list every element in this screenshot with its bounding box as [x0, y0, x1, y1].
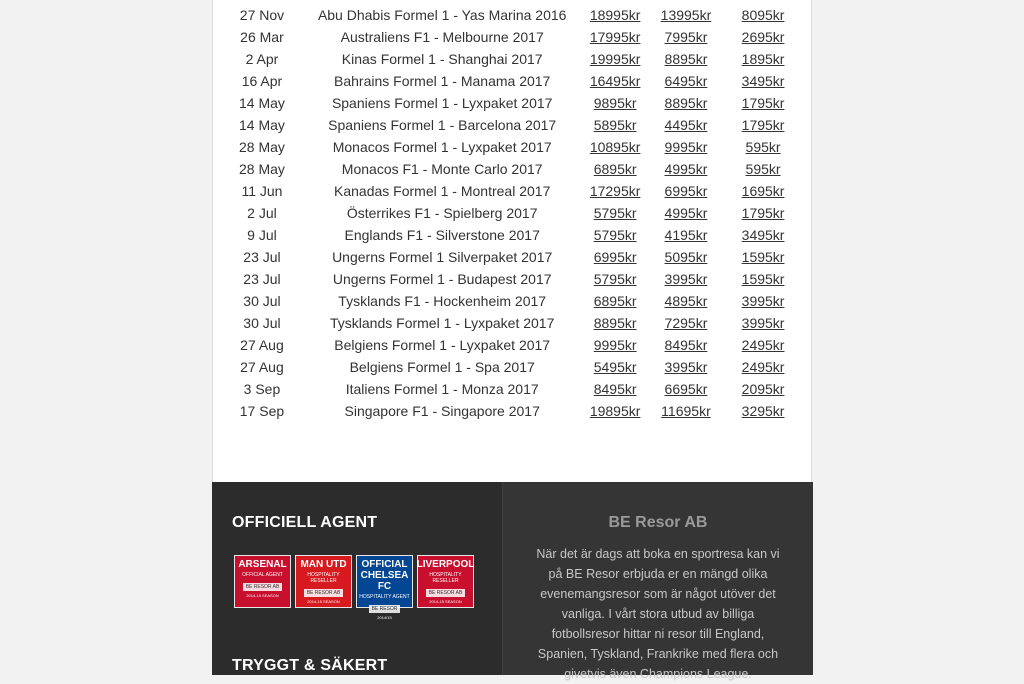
- price-link-cell: [715, 224, 811, 246]
- race-event: Spaniens Formel 1 - Barcelona 2017: [328, 117, 557, 133]
- price-link-cell: [657, 334, 715, 356]
- price-link[interactable]: 7995kr: [664, 29, 708, 45]
- price-link[interactable]: 5795kr: [593, 271, 637, 287]
- price-link[interactable]: 3995kr: [741, 315, 785, 331]
- price-link[interactable]: 1595kr: [741, 271, 785, 287]
- race-event-cell: [311, 334, 574, 356]
- price-link-cell: [657, 114, 715, 136]
- price-link-cell: [573, 224, 656, 246]
- race-date-cell: [213, 158, 311, 180]
- price-link-cell: [715, 268, 811, 290]
- race-event-cell: [311, 158, 574, 180]
- price-link[interactable]: 1795kr: [741, 95, 785, 111]
- race-date: 27 Nov: [239, 7, 285, 23]
- badge-subtitle: HOSPITALITY RESELLER: [307, 572, 340, 584]
- race-date-cell: [213, 48, 311, 70]
- badge-season: 2014-15 SEASON: [246, 593, 279, 598]
- price-link[interactable]: 9995kr: [593, 337, 637, 353]
- race-date: 30 Jul: [243, 293, 281, 309]
- badge-season: 2014/15: [377, 615, 392, 620]
- race-list-panel: [212, 0, 812, 482]
- price-link[interactable]: 5095kr: [664, 249, 708, 265]
- race-date: 16 Apr: [241, 73, 283, 89]
- price-link[interactable]: 595kr: [745, 161, 781, 177]
- price-link[interactable]: 6995kr: [593, 249, 637, 265]
- price-link[interactable]: 3295kr: [741, 403, 785, 419]
- price-link-cell: [657, 26, 715, 48]
- company-title: BE Resor AB: [608, 514, 708, 531]
- price-link[interactable]: 6495kr: [664, 73, 708, 89]
- race-row: [213, 290, 811, 312]
- race-event: Englands F1 - Silverstone 2017: [344, 227, 540, 243]
- price-link-cell: [657, 290, 715, 312]
- price-link[interactable]: 5795kr: [593, 205, 637, 221]
- race-event: Belgiens Formel 1 - Lyxpaket 2017: [334, 337, 551, 353]
- price-link-cell: [715, 114, 811, 136]
- price-link[interactable]: 17295kr: [589, 183, 641, 199]
- price-link-cell: [657, 48, 715, 70]
- price-link-cell: [715, 136, 811, 158]
- price-link[interactable]: 5495kr: [593, 359, 637, 375]
- price-link[interactable]: 8895kr: [664, 51, 708, 67]
- price-link-cell: [573, 246, 656, 268]
- race-date: 3 Sep: [243, 381, 281, 397]
- price-link-cell: [573, 378, 656, 400]
- price-link-cell: [657, 180, 715, 202]
- agent-badge[interactable]: [295, 555, 352, 608]
- price-link[interactable]: 8095kr: [741, 7, 785, 23]
- price-link-cell: [715, 180, 811, 202]
- price-link[interactable]: 595kr: [745, 139, 781, 155]
- price-link[interactable]: 4195kr: [664, 227, 708, 243]
- price-link-cell: [715, 334, 811, 356]
- race-event-cell: [311, 26, 574, 48]
- price-link-cell: [715, 26, 811, 48]
- price-link[interactable]: 9995kr: [664, 139, 708, 155]
- price-link[interactable]: 4995kr: [664, 205, 708, 221]
- price-link[interactable]: 3995kr: [664, 271, 708, 287]
- price-link[interactable]: 2095kr: [741, 381, 785, 397]
- price-link[interactable]: 19995kr: [589, 51, 641, 67]
- badge-subtitle: OFFICIAL AGENT: [242, 572, 283, 578]
- race-date-cell: [213, 180, 311, 202]
- race-date-cell: [213, 312, 311, 334]
- price-link[interactable]: 10895kr: [589, 139, 641, 155]
- race-date: 2 Jul: [247, 205, 277, 221]
- badge-strip: BE RESOR AB: [243, 583, 283, 591]
- badge-strip: BE RESOR AB: [426, 589, 466, 597]
- price-link-cell: [657, 246, 715, 268]
- footer-right: [502, 482, 813, 681]
- price-link[interactable]: 6895kr: [593, 161, 637, 177]
- race-event: Monacos F1 - Monte Carlo 2017: [341, 161, 543, 177]
- price-link[interactable]: 5895kr: [593, 117, 637, 133]
- race-date: 28 May: [239, 139, 285, 155]
- race-row: [213, 400, 811, 422]
- race-date-cell: [213, 202, 311, 224]
- price-link[interactable]: 13995kr: [660, 7, 712, 23]
- price-link-cell: [715, 290, 811, 312]
- price-link[interactable]: 3495kr: [741, 227, 785, 243]
- race-event: Italiens Formel 1 - Monza 2017: [345, 381, 539, 397]
- price-link-cell: [573, 180, 656, 202]
- price-link-cell: [715, 48, 811, 70]
- badge-strip: BE RESOR AB: [304, 589, 344, 597]
- safe-heading: TRYGGT & SÄKERT: [232, 657, 388, 674]
- price-link-cell: [657, 202, 715, 224]
- price-link[interactable]: 2695kr: [741, 29, 785, 45]
- race-event: Australiens F1 - Melbourne 2017: [340, 29, 544, 45]
- price-link-cell: [715, 378, 811, 400]
- price-link-cell: [573, 4, 656, 26]
- race-date-cell: [213, 334, 311, 356]
- price-link-cell: [573, 136, 656, 158]
- price-link[interactable]: 1695kr: [741, 183, 785, 199]
- price-link-cell: [657, 400, 715, 422]
- price-link-cell: [657, 378, 715, 400]
- race-event-cell: [311, 246, 574, 268]
- official-agent-heading: OFFICIELL AGENT: [232, 514, 378, 531]
- price-link-cell: [573, 202, 656, 224]
- race-date: 30 Jul: [243, 315, 281, 331]
- race-event: Tysklands F1 - Hockenheim 2017: [338, 293, 547, 309]
- price-link-cell: [657, 158, 715, 180]
- race-event-cell: [311, 356, 574, 378]
- badge-subtitle: HOSPITALITY AGENT: [359, 594, 410, 600]
- race-date: 27 Aug: [240, 359, 284, 375]
- race-table-body: [213, 4, 811, 422]
- price-link-cell: [715, 202, 811, 224]
- race-date-cell: [213, 70, 311, 92]
- price-link-cell: [573, 290, 656, 312]
- price-link-cell: [657, 92, 715, 114]
- agent-badge[interactable]: [417, 555, 474, 608]
- race-event-cell: [311, 136, 574, 158]
- price-link-cell: [715, 92, 811, 114]
- race-date: 14 May: [239, 117, 285, 133]
- race-row: [213, 158, 811, 180]
- price-link[interactable]: 4995kr: [664, 161, 708, 177]
- race-row: [213, 224, 811, 246]
- price-link-cell: [657, 356, 715, 378]
- race-date-cell: [213, 400, 311, 422]
- race-row: [213, 356, 811, 378]
- race-row: [213, 180, 811, 202]
- price-link-cell: [657, 268, 715, 290]
- price-link[interactable]: 1795kr: [741, 205, 785, 221]
- race-event-cell: [311, 290, 574, 312]
- price-link[interactable]: 18995kr: [589, 7, 641, 23]
- badge-season: 2014-15 SEASON: [307, 599, 340, 604]
- price-link-cell: [657, 136, 715, 158]
- race-date: 23 Jul: [243, 249, 281, 265]
- price-link[interactable]: 1595kr: [741, 249, 785, 265]
- race-date-cell: [213, 26, 311, 48]
- agent-badge[interactable]: [356, 555, 413, 620]
- race-date-cell: [213, 92, 311, 114]
- race-row: [213, 114, 811, 136]
- race-date: 23 Jul: [243, 271, 281, 287]
- race-row: [213, 136, 811, 158]
- badge-name: ARSENAL: [238, 559, 287, 570]
- price-link-cell: [657, 224, 715, 246]
- price-link[interactable]: 9895kr: [593, 95, 637, 111]
- race-event-cell: [311, 180, 574, 202]
- company-description: När det är dags att boka en sportresa kan vi på BE Resor erbjuda er en mängd olika evenemangsresor som är något utöver det vanliga. I vårt stora utbud av billiga fotbollsresor hittar ni resor till England, Spanien, Tyskland, Frankrike med flera och givetvis även Champions League.: [536, 547, 780, 681]
- price-link[interactable]: 8895kr: [664, 95, 708, 111]
- footer-left: [212, 482, 502, 675]
- race-row: [213, 26, 811, 48]
- price-link[interactable]: 8895kr: [593, 315, 637, 331]
- race-event: Österrikes F1 - Spielberg 2017: [346, 205, 538, 221]
- race-date-cell: [213, 136, 311, 158]
- price-link[interactable]: 11695kr: [661, 403, 711, 419]
- price-link-cell: [573, 26, 656, 48]
- footer: [212, 482, 812, 681]
- race-event-cell: [311, 92, 574, 114]
- badge-strip: BE RESOR: [369, 605, 401, 613]
- badge-name: OFFICIAL CHELSEA FC: [360, 559, 409, 592]
- price-link-cell: [715, 70, 811, 92]
- race-row: [213, 92, 811, 114]
- price-link[interactable]: 3995kr: [741, 293, 785, 309]
- price-link[interactable]: 1795kr: [741, 117, 785, 133]
- race-event: Spaniens Formel 1 - Lyxpaket 2017: [331, 95, 553, 111]
- race-date: 27 Aug: [240, 337, 284, 353]
- price-link[interactable]: 6995kr: [664, 183, 708, 199]
- race-row: [213, 70, 811, 92]
- race-row: [213, 4, 811, 26]
- price-link-cell: [657, 312, 715, 334]
- price-link[interactable]: 5795kr: [593, 227, 637, 243]
- badge-name: LIVERPOOL: [416, 559, 475, 570]
- race-date-cell: [213, 224, 311, 246]
- price-link-cell: [715, 400, 811, 422]
- price-link-cell: [715, 246, 811, 268]
- race-date-cell: [213, 290, 311, 312]
- race-row: [213, 312, 811, 334]
- race-event: Monacos Formel 1 - Lyxpaket 2017: [332, 139, 552, 155]
- price-link-cell: [573, 268, 656, 290]
- race-date: 2 Apr: [245, 51, 279, 67]
- race-event-cell: [311, 70, 574, 92]
- race-date-cell: [213, 356, 311, 378]
- race-event-cell: [311, 48, 574, 70]
- race-event-cell: [311, 312, 574, 334]
- price-link[interactable]: 2495kr: [741, 337, 785, 353]
- race-table: [213, 4, 811, 422]
- race-event-cell: [311, 4, 574, 26]
- price-link-cell: [715, 4, 811, 26]
- price-link[interactable]: 6695kr: [664, 381, 708, 397]
- race-row: [213, 378, 811, 400]
- price-link-cell: [657, 70, 715, 92]
- race-event-cell: [311, 378, 574, 400]
- price-link[interactable]: 4895kr: [664, 293, 708, 309]
- price-link[interactable]: 19895kr: [589, 403, 641, 419]
- price-link[interactable]: 3495kr: [741, 73, 785, 89]
- race-event: Ungerns Formel 1 - Budapest 2017: [332, 271, 552, 287]
- price-link[interactable]: 2495kr: [741, 359, 785, 375]
- price-link-cell: [715, 312, 811, 334]
- race-event: Belgiens Formel 1 - Spa 2017: [349, 359, 535, 375]
- race-date-cell: [213, 246, 311, 268]
- badge-subtitle: HOSPITALITY RESELLER: [429, 572, 462, 584]
- price-link-cell: [573, 114, 656, 136]
- price-link[interactable]: 4495kr: [664, 117, 708, 133]
- race-date-cell: [213, 268, 311, 290]
- price-link-cell: [573, 334, 656, 356]
- race-date: 28 May: [239, 161, 285, 177]
- race-row: [213, 202, 811, 224]
- race-event-cell: [311, 202, 574, 224]
- badge-name: MAN UTD: [300, 559, 347, 570]
- price-link[interactable]: 3995kr: [664, 359, 708, 375]
- price-link-cell: [573, 400, 656, 422]
- price-link[interactable]: 17995kr: [589, 29, 641, 45]
- agent-badge[interactable]: [234, 555, 291, 608]
- race-date: 14 May: [239, 95, 285, 111]
- race-event-cell: [311, 114, 574, 136]
- price-link-cell: [573, 158, 656, 180]
- price-link-cell: [573, 70, 656, 92]
- race-date: 17 Sep: [239, 403, 285, 419]
- badge-season: 2014-15 SEASON: [429, 599, 462, 604]
- race-event: Bahrains Formel 1 - Manama 2017: [334, 73, 551, 89]
- race-row: [213, 246, 811, 268]
- race-event: Ungerns Formel 1 Silverpaket 2017: [332, 249, 553, 265]
- race-event: Kanadas Formel 1 - Montreal 2017: [334, 183, 551, 199]
- race-event-cell: [311, 400, 574, 422]
- race-event: Tysklands Formel 1 - Lyxpaket 2017: [330, 315, 555, 331]
- price-link[interactable]: 1895kr: [741, 51, 785, 67]
- price-link[interactable]: 8495kr: [664, 337, 708, 353]
- price-link-cell: [715, 356, 811, 378]
- race-event-cell: [311, 224, 574, 246]
- race-date: 26 Mar: [240, 29, 284, 45]
- price-link-cell: [573, 312, 656, 334]
- agent-badges: [234, 555, 475, 620]
- race-event: Abu Dhabis Formel 1 - Yas Marina 2016: [317, 7, 567, 23]
- race-row: [213, 334, 811, 356]
- race-event: Kinas Formel 1 - Shanghai 2017: [341, 51, 543, 67]
- race-date-cell: [213, 114, 311, 136]
- race-date: 11 Jun: [241, 183, 283, 199]
- race-event: Singapore F1 - Singapore 2017: [344, 403, 540, 419]
- race-event-cell: [311, 268, 574, 290]
- race-row: [213, 268, 811, 290]
- price-link[interactable]: 6895kr: [593, 293, 637, 309]
- price-link-cell: [573, 356, 656, 378]
- price-link[interactable]: 16495kr: [589, 73, 641, 89]
- price-link-cell: [573, 48, 656, 70]
- price-link[interactable]: 7295kr: [664, 315, 708, 331]
- race-date-cell: [213, 4, 311, 26]
- race-date: 9 Jul: [247, 227, 277, 243]
- race-row: [213, 48, 811, 70]
- price-link-cell: [715, 158, 811, 180]
- price-link-cell: [657, 4, 715, 26]
- race-date-cell: [213, 378, 311, 400]
- price-link-cell: [573, 92, 656, 114]
- price-link[interactable]: 8495kr: [593, 381, 637, 397]
